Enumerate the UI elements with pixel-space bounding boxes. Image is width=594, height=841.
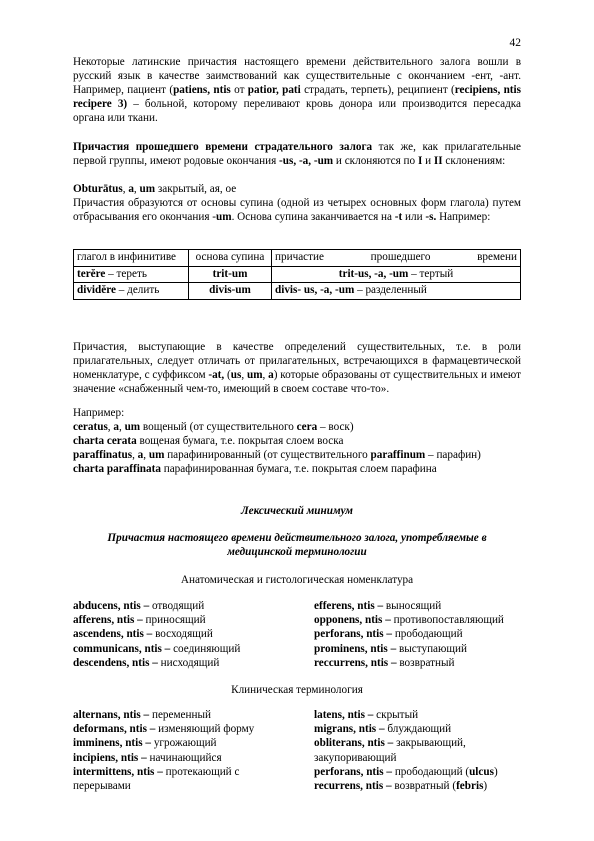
table-cell: divis-um — [189, 283, 272, 300]
table-header-row — [74, 250, 521, 267]
table-row — [74, 283, 521, 300]
table-cell: dividĕre – делить — [74, 283, 189, 300]
example-line: charta cerata вощеная бумага, т.е. покрытая слоем воска — [73, 435, 344, 447]
term-item: perforans, ntis – прободающий (ulcus) — [314, 765, 498, 778]
supine-paragraph: Причастия образуются от основы супина (одной из четырех основных форм глагола) путем отбрасывания его окончания -um. Основа супина заканчивается на -t или -s. Например: — [73, 197, 521, 223]
table-cell: divis- us, -a, -um – разделенный — [272, 283, 521, 300]
term-item: recurrens, ntis – возвратный (febris) — [314, 780, 488, 793]
table-cell: terĕre – тереть — [74, 266, 189, 283]
table-cell: trit-um — [189, 266, 272, 283]
term-column — [314, 599, 521, 670]
term-item: obliterans, ntis – закрывающий, закупоривающий — [314, 737, 466, 764]
term-item: afferens, ntis – приносящий — [73, 614, 206, 627]
term-item: ascendens, ntis – восходящий — [73, 628, 213, 641]
page-number: 42 — [509, 37, 521, 49]
term-item: imminens, ntis – угрожающий — [73, 737, 217, 750]
intro-paragraph: Некоторые латинские причастия настоящего времени действительного залога вошли в русский язык в качестве заимствований как существительные с окончанием -ент, -ант. Например, пациент (patiens, ntis от patior, pati страдать, терпеть), реципиент (recipiens, ntis recipere 3) – больной, которому переливают кровь донора или производится пересадка органа или ткани. — [73, 56, 521, 124]
attributive-paragraph: Причастия, выступающие в качестве определений существительных, т.е. в роли прилагательных, следует отличать от прилагательных, встречающихся в фармацевтической номенклатуре, с суффиксом -at, (us, um, a) которые образованы от существительных и имеют значение «снабженный чем-то, имеющий в своем составе что-то». — [73, 341, 522, 395]
obturatus-example: Obturātus, a, um закрытый, ая, ое — [73, 183, 237, 195]
section-subtitle: Причастия настоящего времени действительного залога, употребляемые в медицинской терминологии — [107, 532, 487, 558]
term-item: prominens, ntis – выступающий — [314, 642, 467, 655]
example-line: charta paraffinata парафинированная бумага, т.е. покрытая слоем парафина — [73, 463, 437, 475]
term-item: descendens, ntis – нисходящий — [73, 656, 220, 669]
table-header-cell: причастие прошедшего времени — [272, 250, 521, 267]
term-item: intermittens, ntis – протекающий с перерывами — [73, 765, 240, 793]
anatomical-terms — [73, 599, 521, 670]
term-item: opponens, ntis – противопоставляющий — [314, 614, 504, 627]
term-item: communicans, ntis – соединяющий — [73, 642, 241, 655]
term-column — [73, 708, 279, 793]
anatomical-heading: Анатомическая и гистологическая номенклатура — [180, 574, 414, 586]
example-line: ceratus, a, um вощеный (от существительного cera – воск) — [73, 421, 354, 433]
example-line: paraffinatus, a, um парафинированный (от существительного paraffinum – парафин) — [73, 449, 481, 461]
term-item: perforans, ntis – прободающий — [314, 628, 463, 641]
clinical-heading: Клиническая терминология — [231, 684, 363, 696]
term-item: latens, ntis – скрытый — [314, 709, 419, 721]
section-title: Лексический минимум — [241, 505, 353, 517]
table-cell: trit-us, -a, -um – тертый — [272, 266, 521, 283]
term-item: alternans, ntis – переменный — [73, 709, 211, 721]
table-header-cell: глагол в инфинитиве — [74, 250, 189, 267]
term-column — [73, 599, 314, 670]
term-column — [314, 708, 504, 793]
term-item: abducens, ntis – отводящий — [73, 600, 205, 612]
participle-formation-table — [73, 249, 521, 300]
table-header-cell: основа супина — [189, 250, 272, 267]
for-example-label: Например: — [73, 407, 125, 419]
passive-participle-paragraph: Причастия прошедшего времени страдательного залога так же, как прилагательные первой группы, имеют родовые окончания -us, -a, -um и склоняются по I и II склонениям: — [73, 141, 521, 167]
term-item: deformans, ntis – изменяющий форму — [73, 723, 255, 736]
term-item: reccurrens, ntis – возвратный — [314, 656, 455, 669]
term-item: incipiens, ntis – начинающийся — [73, 751, 222, 764]
table-row — [74, 266, 521, 283]
term-item: efferens, ntis – выносящий — [314, 600, 442, 612]
clinical-terms — [73, 708, 521, 793]
term-item: migrans, ntis – блуждающий — [314, 723, 452, 736]
